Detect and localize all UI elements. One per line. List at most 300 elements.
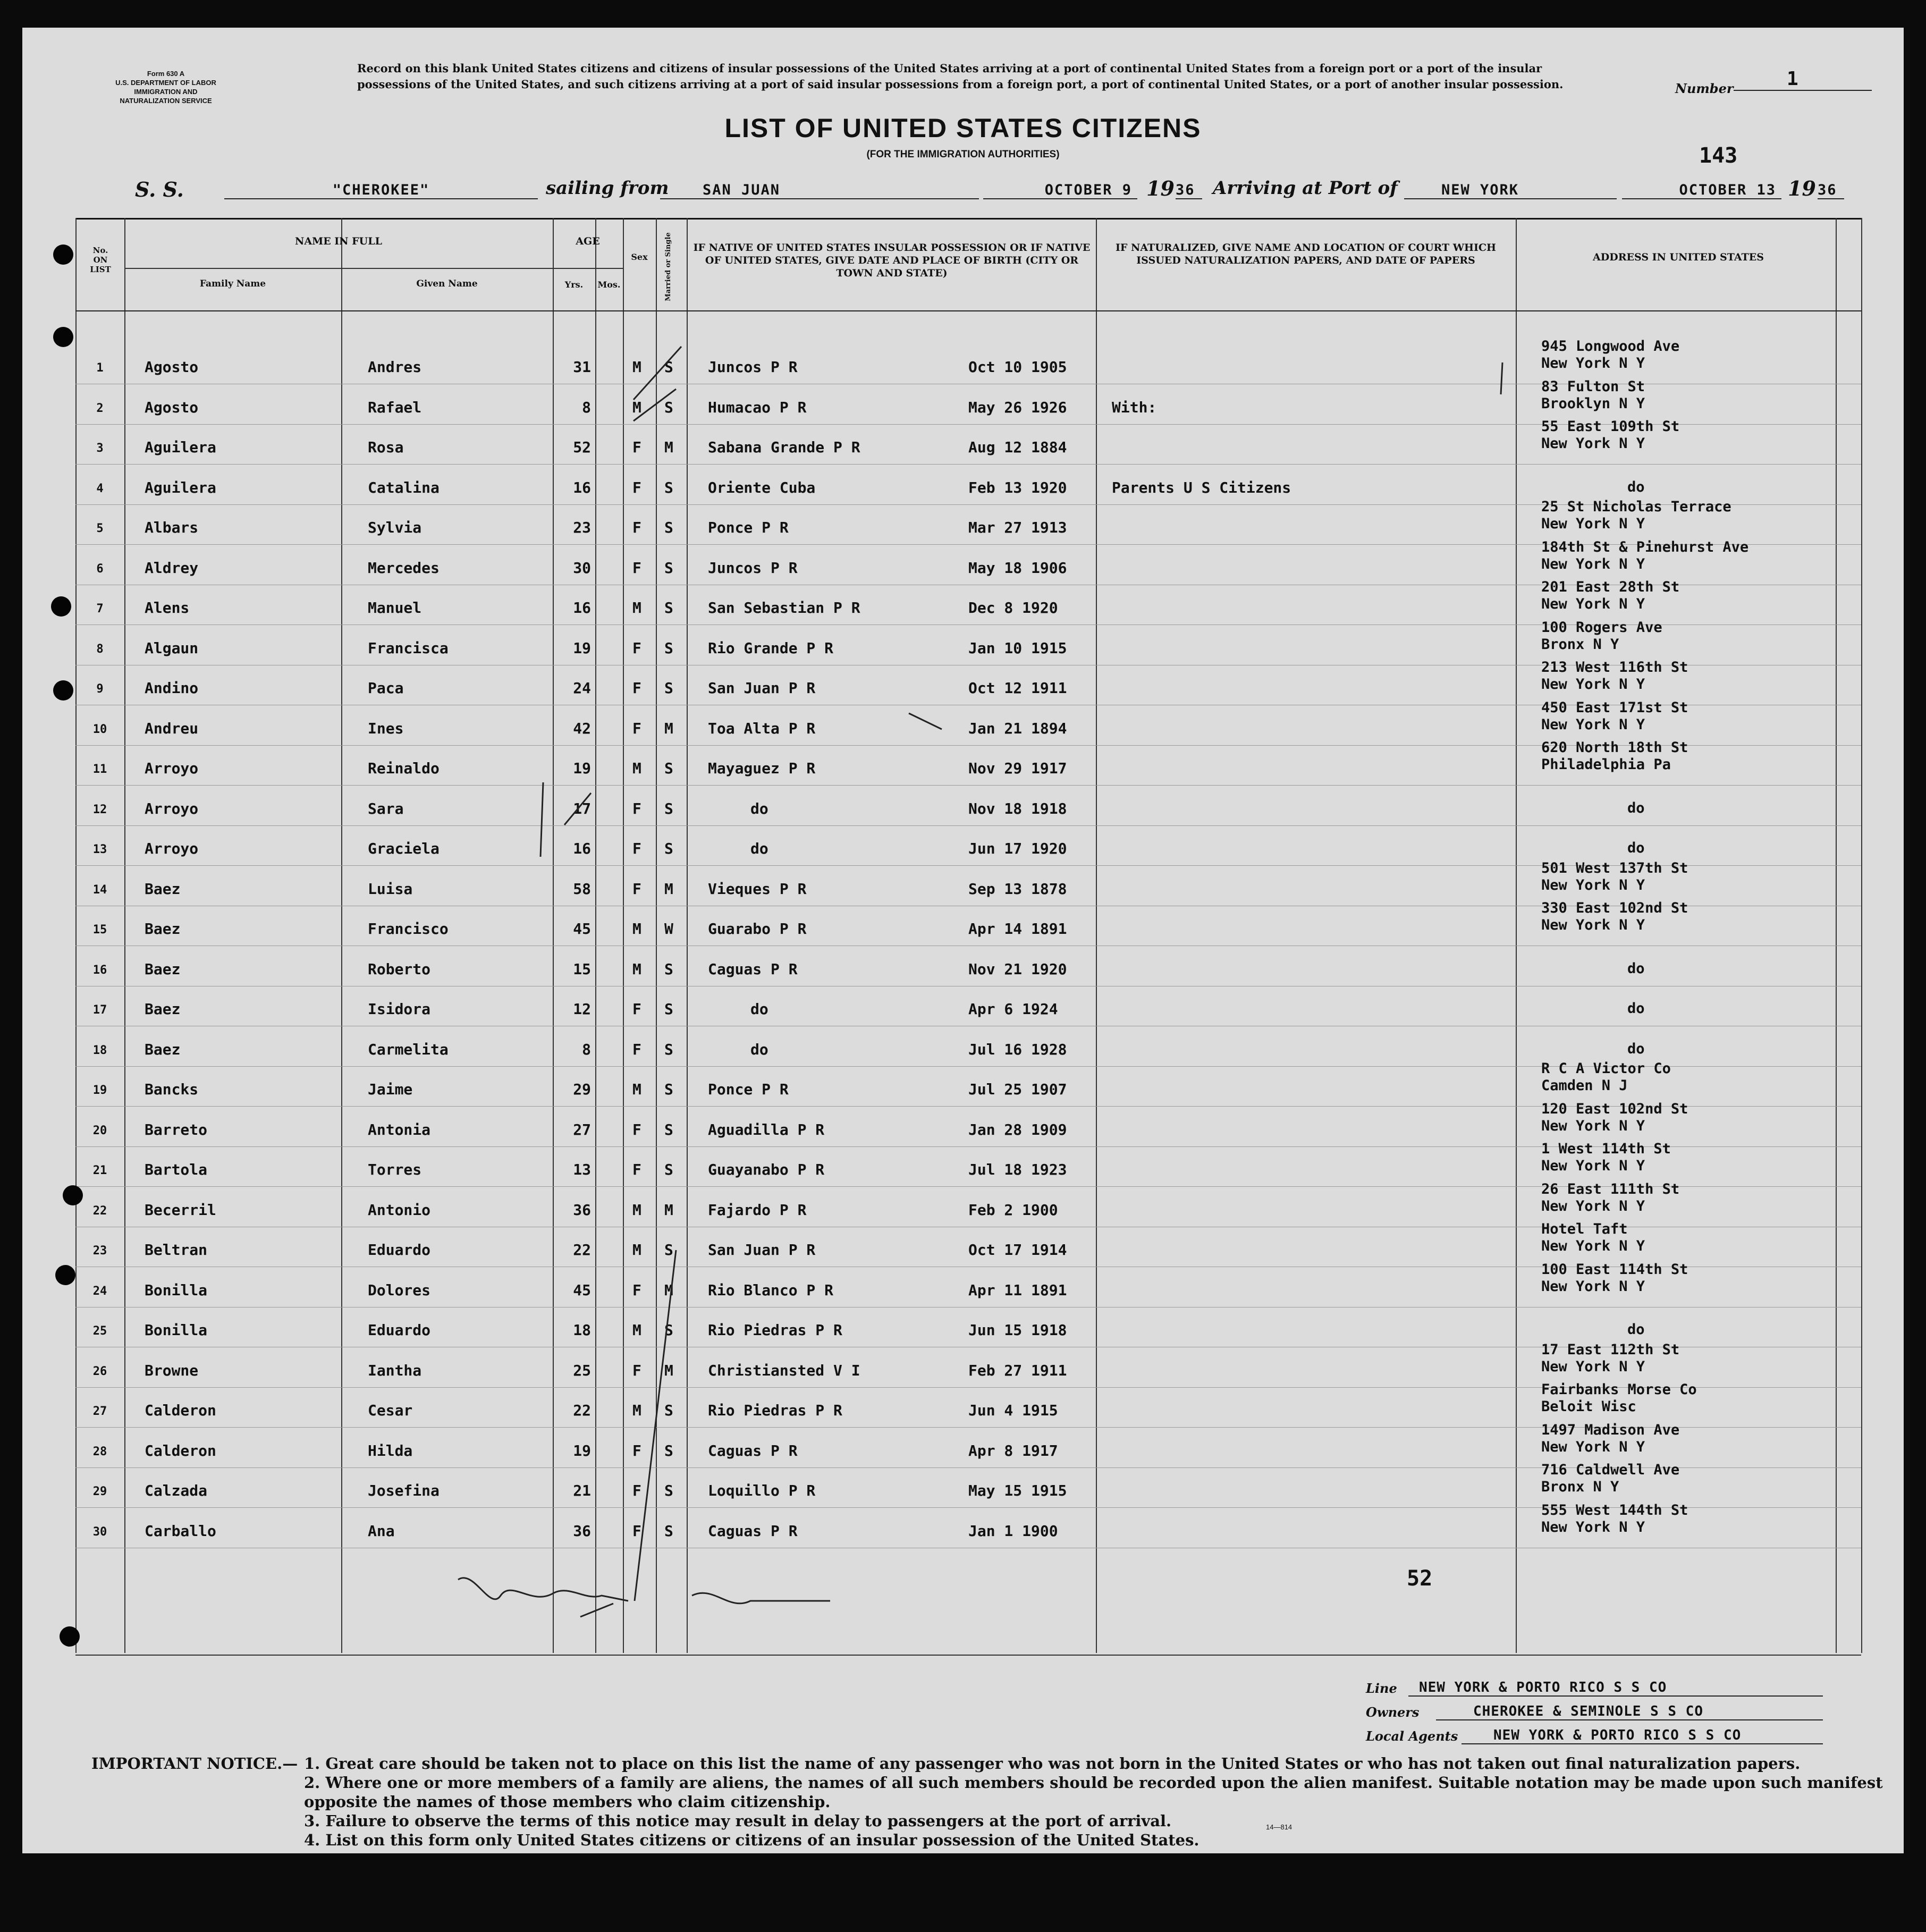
family-name: Agosto [145,358,199,376]
row-number: 5 [96,522,104,535]
age-years: 23 [573,519,591,536]
sex: F [632,679,641,697]
birth-date: Jul 18 1923 [968,1161,1067,1178]
family-name: Becerril [145,1201,216,1219]
row-number: 25 [92,1324,107,1338]
birth-date: Aug 12 1884 [968,438,1067,456]
given-name: Dolores [368,1281,431,1299]
address-line-1: 620 North 18th St [1541,739,1688,756]
given-name: Eduardo [368,1241,431,1259]
address-line-1: 83 Fulton St [1541,378,1645,395]
birth-date: Feb 2 1900 [968,1201,1058,1219]
sex: F [632,1120,641,1138]
address-line-1: 213 West 116th St [1541,659,1688,676]
punch-hole [63,1185,83,1205]
marital-status: S [664,478,673,496]
birth-place: Toa Alta P R [708,719,816,737]
family-name: Carballo [145,1522,216,1540]
birth-date: Jul 16 1928 [968,1040,1067,1058]
birth-place: Mayaguez P R [708,760,816,777]
col-header-yrs: Yrs. [564,280,584,290]
age-years: 15 [573,960,591,978]
address-line-1: R C A Victor Co [1541,1060,1671,1077]
family-name: Algaun [145,639,199,657]
row-number: 2 [96,401,104,415]
address-line-1: 100 Rogers Ave [1541,619,1662,636]
sex: F [632,1361,641,1379]
birth-date: May 15 1915 [968,1482,1067,1499]
arrival-port: NEW YORK [1404,182,1617,199]
sex: M [632,1201,641,1219]
address-line-1: 1497 Madison Ave [1541,1421,1680,1438]
age-years: 36 [573,1522,591,1540]
row-number: 10 [92,722,107,736]
sex: F [632,1441,641,1459]
family-name: Agosto [145,398,199,416]
family-name: Baez [145,960,181,978]
address-line-2: Bronx N Y [1541,636,1619,653]
age-years: 19 [573,639,591,657]
age-years: 30 [573,559,591,577]
address-line-2: New York N Y [1541,876,1645,893]
arrival-year-prefix: 19 [1788,176,1816,200]
address-line-2: New York N Y [1541,1518,1645,1536]
sex: M [632,358,641,376]
marital-status: W [664,920,673,938]
birth-place: Rio Blanco P R [708,1281,834,1299]
address-line-2: New York N Y [1541,716,1645,733]
row-number: 15 [92,923,107,937]
age-years: 13 [573,1161,591,1178]
ss-label: S. S. [135,178,184,201]
birth-place: Juncos P R [708,358,798,376]
birth-place: Ponce P R [708,519,789,536]
naturalization-info: With: [1112,398,1157,416]
col-header-family-name: Family Name [199,279,266,289]
owners-value: CHEROKEE & SEMINOLE S S CO [1436,1703,1823,1720]
marital-status: M [664,1201,673,1219]
given-name: Hilda [368,1441,413,1459]
birth-date: Jun 17 1920 [968,840,1067,857]
address-line-1: 17 East 112th St [1541,1341,1680,1358]
family-name: Calderon [145,1402,216,1419]
departure-year: 36 [1176,182,1202,199]
address-line-2: New York N Y [1541,1438,1645,1455]
marital-status: S [664,960,673,978]
birth-date: Jan 21 1894 [968,719,1067,737]
family-name: Alens [145,599,190,617]
given-name: Francisca [368,639,449,657]
sex: F [632,478,641,496]
birth-place: Loquillo P R [708,1482,816,1499]
marital-status: S [664,679,673,697]
family-name: Baez [145,1000,181,1018]
row-number: 11 [92,763,107,776]
marital-status: M [664,880,673,898]
address-line-2: New York N Y [1541,1238,1645,1254]
marital-status: S [664,1081,673,1098]
notice-item: 1. Great care should be taken not to place on this list the name of any passenger who was not born in the United States or who has not taken out final naturalization papers. [304,1754,1801,1773]
handwritten-marks [22,28,1904,1853]
family-name: Browne [145,1361,199,1379]
birth-place: Rio Piedras P R [708,1321,842,1339]
family-name: Albars [145,519,199,536]
address-line-2: Philadelphia Pa [1541,756,1671,773]
family-name: Calzada [145,1482,208,1499]
address-line-1: 1 West 114th St [1541,1141,1671,1157]
marital-status: S [664,1402,673,1419]
col-header-married-or-single: Married or Single [664,232,672,301]
birth-place: Aguadilla P R [708,1120,825,1138]
birth-place: San Sebastian P R [708,599,860,617]
birth-place: Sabana Grande P R [708,438,860,456]
birth-place: Caguas P R [708,1522,798,1540]
birth-date: May 26 1926 [968,398,1067,416]
punch-hole [60,1626,80,1647]
sex: F [632,1281,641,1299]
form-identifier: Form 630 A U.S. DEPARTMENT OF LABOR IMMIGRATION AND NATURALIZATION SERVICE [115,70,216,105]
birth-date: Nov 21 1920 [968,960,1067,978]
address: do [1627,1000,1645,1017]
col-header-age: AGE [576,235,600,247]
birth-date: Jun 4 1915 [968,1402,1058,1419]
given-name: Josefina [368,1482,440,1499]
birth-place: Vieques P R [708,880,807,898]
sex: F [632,840,641,857]
print-code: 14—814 [1266,1823,1293,1831]
address-line-2: New York N Y [1541,596,1645,612]
number-label: Number [1675,81,1734,96]
marital-status: M [664,438,673,456]
birth-date: Apr 11 1891 [968,1281,1067,1299]
address: do [1627,960,1645,977]
family-name: Baez [145,1040,181,1058]
birth-date: Oct 12 1911 [968,679,1067,697]
birth-place: San Juan P R [708,679,816,697]
address-line-1: Hotel Taft [1541,1221,1628,1237]
family-name: Aguilera [145,438,216,456]
marital-status: M [664,1281,673,1299]
marital-status: S [664,1482,673,1499]
given-name: Luisa [368,880,413,898]
family-name: Arroyo [145,840,199,857]
marital-status: S [664,1441,673,1459]
address-line-1: 55 East 109th St [1541,418,1680,435]
family-name: Baez [145,920,181,938]
birth-place: Ponce P R [708,1081,789,1098]
age-years: 25 [573,1361,591,1379]
address: do [1627,840,1645,856]
address-line-1: 555 West 144th St [1541,1501,1688,1518]
sex: F [632,438,641,456]
given-name: Cesar [368,1402,413,1419]
age-years: 22 [573,1241,591,1259]
birth-date: Apr 14 1891 [968,920,1067,938]
row-number: 22 [92,1204,107,1218]
birth-date: Jul 25 1907 [968,1081,1067,1098]
sex: F [632,880,641,898]
row-number: 23 [92,1244,107,1258]
age-years: 42 [573,719,591,737]
family-name: Beltran [145,1241,208,1259]
birth-date: Oct 17 1914 [968,1241,1067,1259]
age-years: 8 [582,1040,591,1058]
address-line-2: New York N Y [1541,435,1645,452]
age-years: 17 [573,799,591,817]
birth-place: Oriente Cuba [708,478,816,496]
age-years: 18 [573,1321,591,1339]
birth-date: Dec 8 1920 [968,599,1058,617]
birth-date: Nov 18 1918 [968,799,1067,817]
owners-label: Owners [1366,1705,1420,1720]
birth-place: do [750,840,768,857]
notice-lead: IMPORTANT NOTICE.— [91,1754,298,1773]
address-line-1: 450 East 171st St [1541,699,1688,716]
marital-status: M [664,719,673,737]
marital-status: S [664,1241,673,1259]
address-line-2: Beloit Wisc [1541,1398,1636,1415]
address-line-1: Fairbanks Morse Co [1541,1381,1697,1398]
punch-hole [53,327,73,347]
birth-place: San Juan P R [708,1241,816,1259]
arriving-label: Arriving at Port of [1213,178,1398,199]
given-name: Ana [368,1522,395,1540]
number-value: 1 [1734,68,1872,91]
sex: F [632,719,641,737]
birth-place: Christiansted V I [708,1361,860,1379]
given-name: Reinaldo [368,760,440,777]
family-name: Bartola [145,1161,208,1178]
given-name: Catalina [368,478,440,496]
address-line-1: 716 Caldwell Ave [1541,1462,1680,1478]
age-years: 24 [573,679,591,697]
birth-date: Apr 8 1917 [968,1441,1058,1459]
address-line-1: 501 West 137th St [1541,859,1688,876]
family-name: Aldrey [145,559,199,577]
sex: F [632,519,641,536]
sex: M [632,960,641,978]
address-line-2: New York N Y [1541,355,1645,372]
row-number: 13 [92,843,107,856]
family-name: Bonilla [145,1321,208,1339]
row-number: 17 [92,1003,107,1017]
marital-status: S [664,1120,673,1138]
given-name: Antonia [368,1120,431,1138]
row-number: 29 [92,1485,107,1498]
birth-date: May 18 1906 [968,559,1067,577]
marital-status: S [664,519,673,536]
given-name: Antonio [368,1201,431,1219]
address-line-2: New York N Y [1541,917,1645,933]
naturalization-info: Parents U S Citizens [1112,478,1291,496]
sex: F [632,639,641,657]
total-count: 52 [1407,1566,1433,1591]
given-name: Manuel [368,599,422,617]
marital-status: S [664,639,673,657]
given-name: Isidora [368,1000,431,1018]
birth-place: Rio Piedras P R [708,1402,842,1419]
row-number: 30 [92,1525,107,1539]
birth-place: Guarabo P R [708,920,807,938]
age-years: 45 [573,920,591,938]
age-years: 19 [573,760,591,777]
birth-date: Jan 1 1900 [968,1522,1058,1540]
birth-place: Juncos P R [708,559,798,577]
family-name: Bancks [145,1081,199,1098]
address-line-2: New York N Y [1541,516,1645,532]
birth-date: Jan 28 1909 [968,1120,1067,1138]
age-years: 22 [573,1402,591,1419]
notice-item: 2. Where one or more members of a family are aliens, the names of all such members should be recorded upon the alien manifest. Suitable notation may be made upon such manifest opposite the names of those members who claim citizenship. [304,1774,1883,1811]
age-years: 19 [573,1441,591,1459]
row-number: 4 [96,482,104,495]
row-number: 18 [92,1043,107,1057]
marital-status: S [664,760,673,777]
birth-date: Jun 15 1918 [968,1321,1067,1339]
address-line-2: New York N Y [1541,1158,1645,1174]
family-name: Andino [145,679,199,697]
birth-place: Guayanabo P R [708,1161,825,1178]
age-years: 12 [573,1000,591,1018]
given-name: Rafael [368,398,422,416]
address: do [1627,799,1645,816]
sex: F [632,1482,641,1499]
punch-hole [53,680,73,701]
manifest-page [22,28,1904,1853]
line-value: NEW YORK & PORTO RICO S S CO [1408,1680,1823,1697]
marital-status: S [664,398,673,416]
col-header-given-name: Given Name [416,279,478,289]
marital-status: S [664,1000,673,1018]
birth-place: Fajardo P R [708,1201,807,1219]
marital-status: S [664,358,673,376]
row-number: 9 [96,682,104,696]
sailing-from-value: SAN JUAN [660,182,979,199]
age-years: 45 [573,1281,591,1299]
address-line-2: New York N Y [1541,1117,1645,1134]
address-line-2: Brooklyn N Y [1541,395,1645,412]
agents-value: NEW YORK & PORTO RICO S S CO [1462,1727,1823,1744]
row-number: 8 [96,642,104,656]
punch-hole [55,1265,75,1285]
col-header-birth: IF NATIVE OF UNITED STATES INSULAR POSSESSION OR IF NATIVE OF UNITED STATES, GIVE DATE AND PLACE OF BIRTH (CITY OR TOWN AND STATE) [693,242,1091,279]
birth-place: Rio Grande P R [708,639,834,657]
row-number: 14 [92,883,107,897]
given-name: Rosa [368,438,404,456]
sex: M [632,920,641,938]
birth-date: Jan 10 1915 [968,639,1067,657]
given-name: Torres [368,1161,422,1178]
sex: M [632,760,641,777]
sex: F [632,1522,641,1540]
row-number: 20 [92,1124,107,1137]
page-number: 143 [1699,144,1738,168]
given-name: Paca [368,679,404,697]
row-number: 26 [92,1364,107,1378]
birth-date: Feb 27 1911 [968,1361,1067,1379]
given-name: Sylvia [368,519,422,536]
row-number: 6 [96,562,104,576]
given-name: Roberto [368,960,431,978]
sex: M [632,1241,641,1259]
sailing-from-label: sailing from [546,178,669,199]
sex: M [632,1321,641,1339]
sex: M [632,398,641,416]
notice-list [304,1754,1888,1850]
family-name: Calderon [145,1441,216,1459]
birth-date: Feb 13 1920 [968,478,1067,496]
address-line-1: 184th St & Pinehurst Ave [1541,538,1749,555]
marital-status: S [664,1321,673,1339]
family-name: Baez [145,880,181,898]
marital-status: S [664,1161,673,1178]
birth-place: Caguas P R [708,960,798,978]
address-line-1: 945 Longwood Ave [1541,338,1680,355]
family-name: Aguilera [145,478,216,496]
address-line-2: New York N Y [1541,1278,1645,1295]
marital-status: M [664,1361,673,1379]
age-years: 27 [573,1120,591,1138]
birth-date: Sep 13 1878 [968,880,1067,898]
family-name: Barreto [145,1120,208,1138]
age-years: 21 [573,1482,591,1499]
col-header-naturalized: IF NATURALIZED, GIVE NAME AND LOCATION OF COURT WHICH ISSUED NATURALIZATION PAPERS, AND DATE OF PAPERS [1116,242,1496,266]
address-line-2: Camden N J [1541,1077,1628,1094]
age-years: 36 [573,1201,591,1219]
address: do [1627,478,1645,495]
address-line-1: 26 East 111th St [1541,1180,1680,1197]
given-name: Jaime [368,1081,413,1098]
row-number: 28 [92,1445,107,1458]
birth-date: Mar 27 1913 [968,519,1067,536]
age-years: 29 [573,1081,591,1098]
sex: F [632,1040,641,1058]
given-name: Eduardo [368,1321,431,1339]
birth-place: Humacao P R [708,398,807,416]
sex: F [632,1000,641,1018]
row-number: 19 [92,1084,107,1097]
given-name: Andres [368,358,422,376]
marital-status: S [664,559,673,577]
age-years: 52 [573,438,591,456]
col-header-no: No. ON LIST [90,246,111,274]
line-label: Line [1366,1681,1397,1696]
family-name: Arroyo [145,799,199,817]
departure-date: OCTOBER 9 [983,182,1137,199]
age-years: 31 [573,358,591,376]
address-line-2: New York N Y [1541,676,1645,693]
address-line-1: 330 East 102nd St [1541,900,1688,916]
col-header-address: ADDRESS IN UNITED STATES [1593,251,1764,263]
marital-status: S [664,1522,673,1540]
family-name: Andreu [145,719,199,737]
address-line-1: 100 East 114th St [1541,1261,1688,1278]
col-header-name-in-full: NAME IN FULL [295,235,382,247]
family-name: Arroyo [145,760,199,777]
punch-hole [51,596,71,617]
given-name: Iantha [368,1361,422,1379]
col-header-sex: Sex [631,252,648,262]
birth-place: do [750,799,768,817]
col-header-mos: Mos. [597,280,621,290]
address-line-2: New York N Y [1541,1358,1645,1375]
arrival-date: OCTOBER 13 [1622,182,1781,199]
sex: F [632,799,641,817]
departure-year-prefix: 19 [1146,176,1175,200]
marital-status: S [664,840,673,857]
birth-place: do [750,1040,768,1058]
sex: M [632,1402,641,1419]
